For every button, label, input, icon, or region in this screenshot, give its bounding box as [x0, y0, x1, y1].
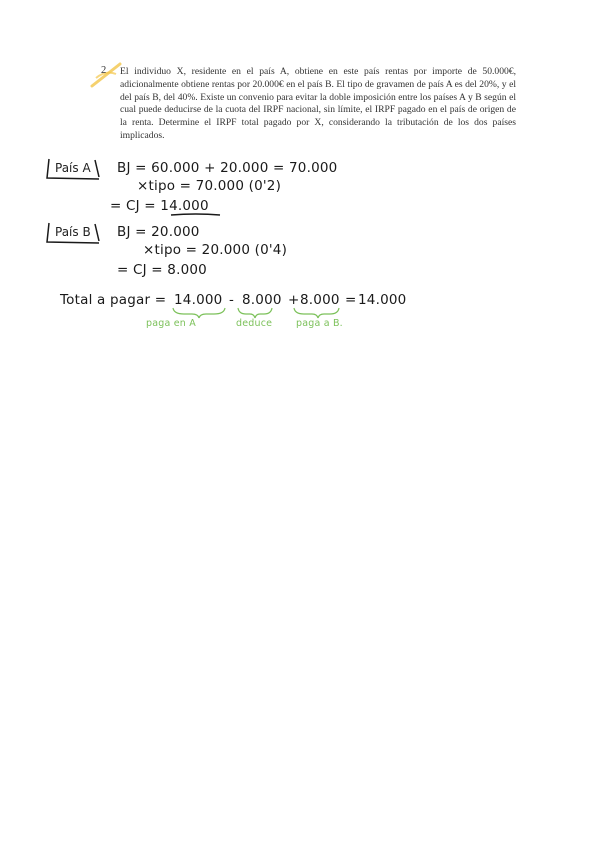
- note-paga-a-b: paga a B.: [296, 318, 343, 329]
- total-term-3: 8.000: [300, 292, 340, 308]
- total-op-1: -: [229, 292, 235, 308]
- pais-b-bj: BJ = 20.000: [117, 224, 200, 240]
- pais-a-cj: = CJ = 14.000: [110, 198, 209, 214]
- total-op-2: +: [288, 292, 300, 308]
- pais-b-label: País B: [55, 225, 91, 239]
- underline-icon: [170, 212, 222, 218]
- pais-b-box: [45, 222, 101, 244]
- total-label: Total a pagar =: [60, 292, 167, 308]
- total-term-1: 14.000: [174, 292, 223, 308]
- total-term-2: 8.000: [242, 292, 282, 308]
- pais-a-tipo: ×tipo = 70.000 (0'2): [137, 178, 282, 194]
- pais-a-bj: BJ = 60.000 + 20.000 = 70.000: [117, 160, 338, 176]
- pais-b-tipo: ×tipo = 20.000 (0'4): [143, 242, 288, 258]
- total-eq: =: [345, 292, 357, 308]
- total-result: 14.000: [358, 292, 407, 308]
- pais-a-box: [45, 158, 101, 180]
- note-paga-en-a: paga en A: [146, 318, 196, 329]
- note-deduce: deduce: [236, 318, 273, 329]
- pais-b-cj: = CJ = 8.000: [117, 262, 207, 278]
- pais-a-label: País A: [55, 161, 91, 175]
- problem-number: 2: [101, 65, 107, 76]
- problem-statement: El individuo X, residente en el país A, obtiene en este país rentas por importe de 50.000€, adicionalmente obtiene rentas por 20.000€ en el país B. El tipo de gravamen de país A es del 20%, y el del país B, del 40%. Existe un convenio para evitar la doble imposición entre los países A y B según el cual puede deducirse de la cuota del IRPF nacional, sin límite, el IRPF pagado en el país de origen de la renta. Determine el IRPF total pagado por X, considerando la tributación de los dos países implicados.: [120, 66, 516, 141]
